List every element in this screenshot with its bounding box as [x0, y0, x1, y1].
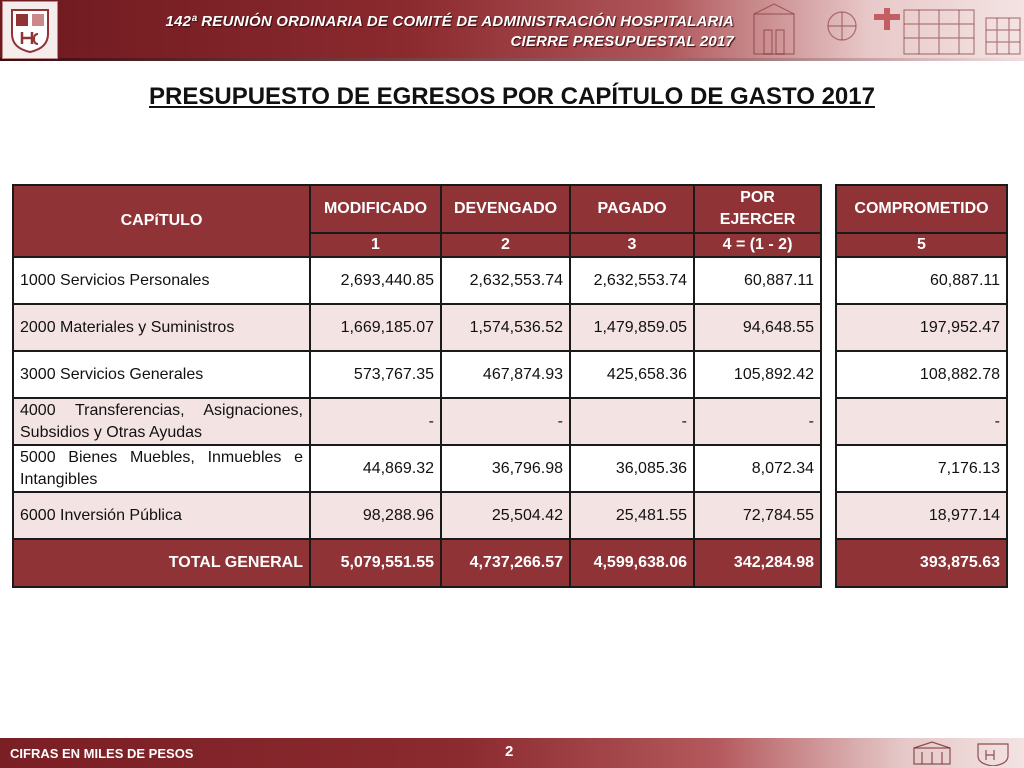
row-comprometido: 108,882.78 [836, 351, 1007, 398]
row-pagado: 1,479,859.05 [570, 304, 694, 351]
total-por-ejercer: 342,284.98 [694, 539, 821, 587]
column-gap [821, 257, 836, 304]
row-comprometido: 197,952.47 [836, 304, 1007, 351]
column-gap [821, 539, 836, 587]
row-modificado: 1,669,185.07 [310, 304, 441, 351]
column-gap [821, 185, 836, 257]
row-devengado: 467,874.93 [441, 351, 570, 398]
row-devengado: 2,632,553.74 [441, 257, 570, 304]
table-row [13, 351, 1007, 398]
total-label: TOTAL GENERAL [13, 539, 310, 587]
subheader-pagado: 3 [570, 233, 694, 257]
column-gap [821, 304, 836, 351]
table-row [13, 398, 1007, 445]
row-modificado: 573,767.35 [310, 351, 441, 398]
budget-table [12, 184, 1008, 588]
header-line-1: 142ª REUNIÓN ORDINARIA DE COMITÉ DE ADMINISTRACIÓN HOSPITALARIA [165, 13, 734, 30]
page-title: PRESUPUESTO DE EGRESOS POR CAPÍTULO DE GASTO 2017 [149, 83, 875, 110]
institution-seals-icon [908, 740, 1018, 766]
table-header-row [13, 185, 1007, 233]
row-por-ejercer: 94,648.55 [694, 304, 821, 351]
subheader-comprometido: 5 [836, 233, 1007, 257]
column-gap [821, 492, 836, 539]
row-pagado: 25,481.55 [570, 492, 694, 539]
subheader-por-ejercer: 4 = (1 - 2) [694, 233, 821, 257]
header-divider [0, 58, 1024, 61]
column-gap [821, 445, 836, 492]
row-comprometido: - [836, 398, 1007, 445]
header-title [166, 12, 734, 52]
row-modificado: 2,693,440.85 [310, 257, 441, 304]
total-pagado: 4,599,638.06 [570, 539, 694, 587]
row-devengado: 1,574,536.52 [441, 304, 570, 351]
header-modificado: MODIFICADO [310, 185, 441, 233]
row-capitulo: 3000 Servicios Generales [13, 351, 310, 398]
table-row [13, 492, 1007, 539]
total-devengado: 4,737,266.57 [441, 539, 570, 587]
column-gap [821, 351, 836, 398]
header-por-ejercer: POR EJERCER [694, 185, 821, 233]
row-por-ejercer: 60,887.11 [694, 257, 821, 304]
row-por-ejercer: 105,892.42 [694, 351, 821, 398]
header-devengado: DEVENGADO [441, 185, 570, 233]
row-comprometido: 18,977.14 [836, 492, 1007, 539]
footer-units-label: CIFRAS EN MILES DE PESOS [10, 746, 194, 761]
row-modificado: 44,869.32 [310, 445, 441, 492]
row-devengado: - [441, 398, 570, 445]
row-por-ejercer: 72,784.55 [694, 492, 821, 539]
row-pagado: 36,085.36 [570, 445, 694, 492]
page-number: 2 [505, 743, 514, 760]
header-line-2: CIERRE PRESUPUESTAL 2017 [510, 33, 734, 50]
row-capitulo: 6000 Inversión Pública [13, 492, 310, 539]
row-capitulo: 1000 Servicios Personales [13, 257, 310, 304]
row-capitulo: 4000 Transferencias, Asignaciones, Subsidios y Otras Ayudas [13, 398, 310, 445]
row-pagado: 425,658.36 [570, 351, 694, 398]
row-modificado: - [310, 398, 441, 445]
row-por-ejercer: - [694, 398, 821, 445]
row-pagado: 2,632,553.74 [570, 257, 694, 304]
row-por-ejercer: 8,072.34 [694, 445, 821, 492]
total-comprometido: 393,875.63 [836, 539, 1007, 587]
institution-crest-icon [2, 1, 58, 59]
row-capitulo: 5000 Bienes Muebles, Inmuebles e Intangibles [13, 445, 310, 492]
subheader-modificado: 1 [310, 233, 441, 257]
hospital-building-illustration [724, 0, 1024, 58]
header-comprometido: COMPROMETIDO [836, 185, 1007, 233]
subheader-devengado: 2 [441, 233, 570, 257]
row-pagado: - [570, 398, 694, 445]
total-row [13, 539, 1007, 587]
header-capitulo: CAPíTULO [13, 185, 310, 257]
row-comprometido: 7,176.13 [836, 445, 1007, 492]
column-gap [821, 398, 836, 445]
table-row [13, 304, 1007, 351]
row-comprometido: 60,887.11 [836, 257, 1007, 304]
header-pagado: PAGADO [570, 185, 694, 233]
row-devengado: 36,796.98 [441, 445, 570, 492]
total-modificado: 5,079,551.55 [310, 539, 441, 587]
table-row [13, 445, 1007, 492]
row-modificado: 98,288.96 [310, 492, 441, 539]
table-row [13, 257, 1007, 304]
row-capitulo: 2000 Materiales y Suministros [13, 304, 310, 351]
row-devengado: 25,504.42 [441, 492, 570, 539]
